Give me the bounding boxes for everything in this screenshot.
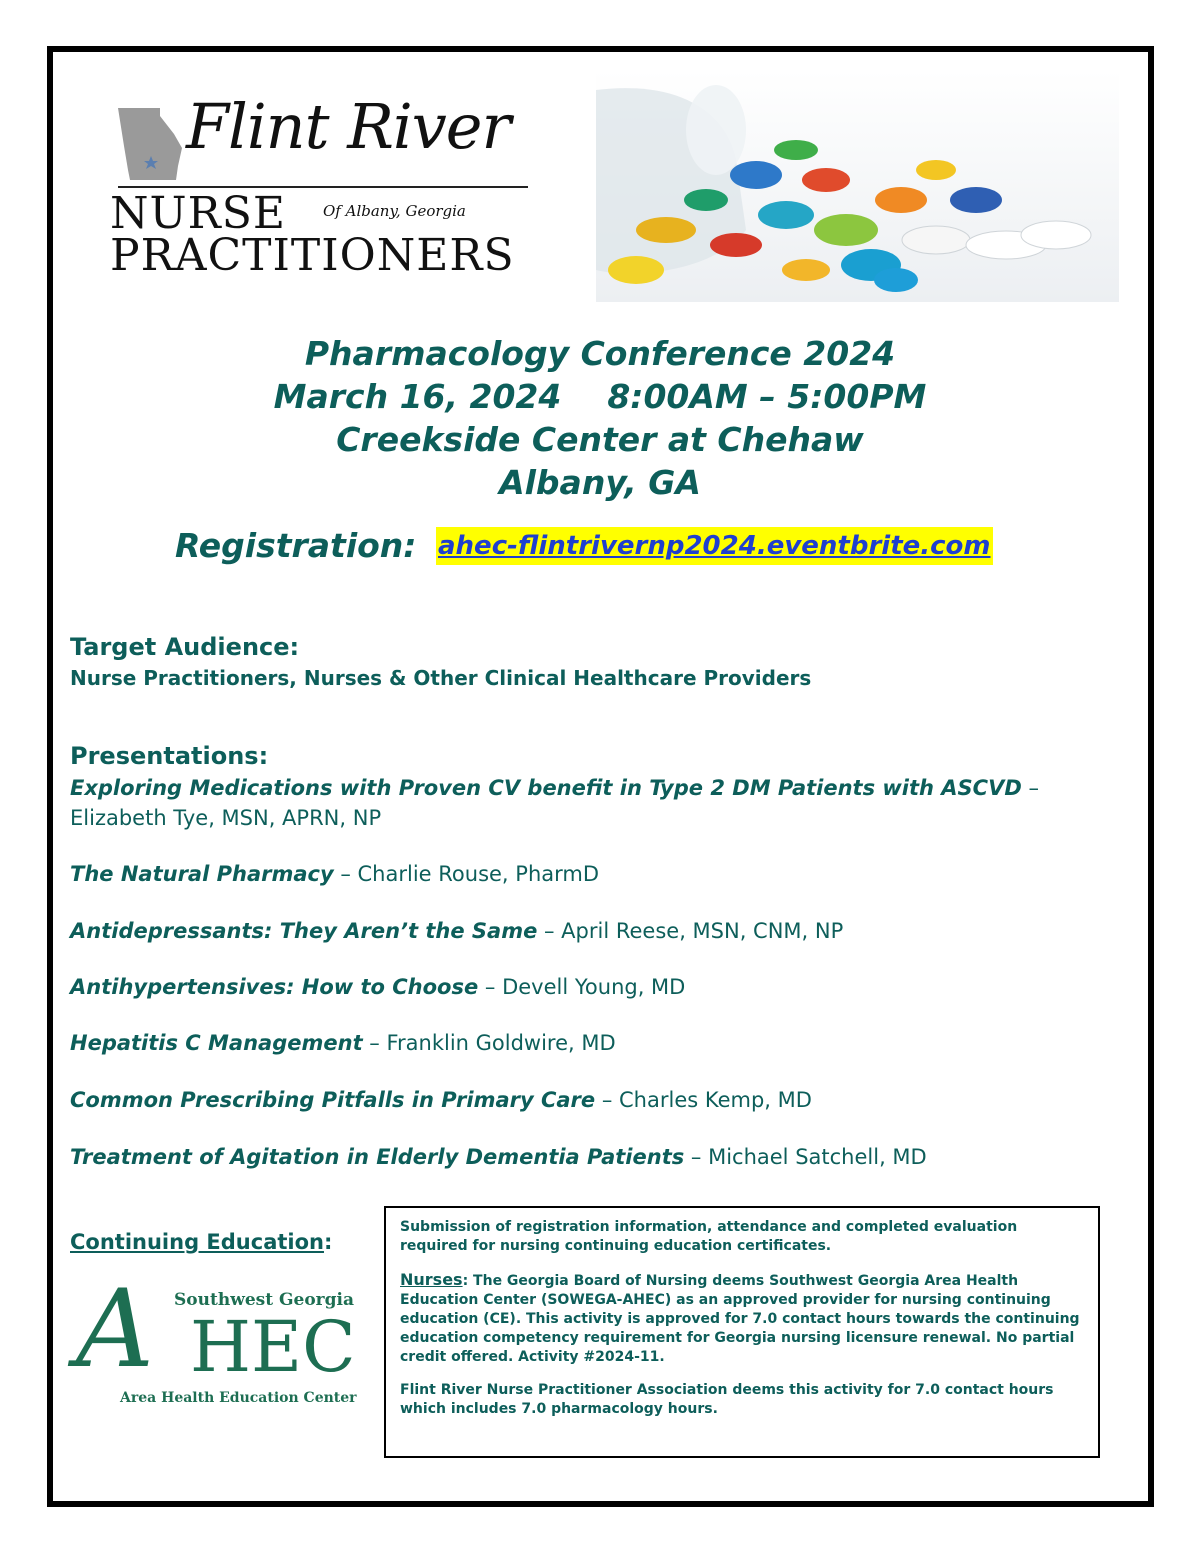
presentation-speaker: – Michael Satchell, MD [684,1145,927,1169]
presentation-item [70,1085,1070,1115]
presentation-item [70,916,1070,946]
presentation-speaker: – Devell Young, MD [478,975,686,999]
conference-title: Pharmacology Conference 2024 [304,334,896,373]
ahec-logo-a: A [76,1267,154,1392]
flint-river-np-logo [108,90,533,280]
presentation-speaker: – Franklin Goldwire, MD [362,1031,616,1055]
conference-date-time: March 16, 2024 8:00AM – 5:00PM [273,377,927,416]
presentation-item [70,1028,1070,1058]
presentation-title: Common Prescribing Pitfalls in Primary Care [70,1088,596,1112]
ce-submission-text: Submission of registration information, attendance and completed evaluation required for nursing continuing education certificates. [400,1219,1018,1254]
registration-label: Registration: [175,526,417,565]
presentation-title: Antidepressants: They Aren’t the Same [70,919,538,943]
presentation-speaker: – Charles Kemp, MD [595,1088,812,1112]
presentation-title: Hepatitis C Management [70,1031,363,1055]
ce-info-box [384,1206,1100,1458]
ahec-logo [72,1267,357,1412]
ahec-logo-subtitle: Area Health Education Center [120,1390,357,1406]
presentation-speaker: – April Reese, MSN, CNM, NP [537,919,844,943]
presentation-speaker: – Elizabeth Tye, MSN, APRN, NP [70,776,1039,830]
logo-nurse: NURSE [110,188,286,239]
presentation-item [70,1142,1070,1172]
ce-association-text: Flint River Nurse Practitioner Association deems this activity for 7.0 contact hours which includes 7.0 pharmacology hours. [400,1382,1054,1417]
presentations-heading: Presentations: [70,742,269,770]
target-audience-heading: Target Audience: [70,633,300,661]
nurses-body: : The Georgia Board of Nursing deems Southwest Georgia Area Health Education Center (SOWEGA-AHEC) as an approved provider for nursing continuing education (CE). This activity is approved for 7.0 contact hours towards the continuing education competency requirement for Georgia nursing licensure renewal. No partial credit offered. Activity #2024-11. [400,1273,1080,1365]
conference-venue: Creekside Center at Chehaw [336,420,864,459]
presentation-item [70,773,1070,833]
presentation-speaker: – Charlie Rouse, PharmD [333,862,600,886]
presentation-title: The Natural Pharmacy [70,862,334,886]
logo-of-albany: Of Albany, Georgia [323,202,466,220]
presentation-item [70,859,1070,889]
presentation-title: Exploring Medications with Proven CV benefit in Type 2 DM Patients with ASCVD [70,776,1022,800]
ce-heading-text: Continuing Education [70,1230,324,1254]
continuing-education-heading [70,1230,332,1254]
presentation-title: Antihypertensives: How to Choose [70,975,479,999]
ahec-logo-hec: HEC [190,1306,356,1388]
presentation-title: Treatment of Agitation in Elderly Dementia Patients [70,1145,685,1169]
registration-link[interactable]: ahec-flintrivernp2024.eventbrite.com [436,527,993,565]
registration [175,526,993,565]
presentation-item [70,972,1070,1002]
ce-heading-colon: : [323,1230,333,1254]
nurses-label: Nurses [400,1270,463,1289]
logo-practitioners: PRACTITIONERS [110,230,515,281]
pills-image [596,70,1119,302]
logo-script-text: Flint River [186,90,511,163]
target-audience-text: Nurse Practitioners, Nurses & Other Clinical Healthcare Providers [70,666,812,690]
ce-nurses-text [400,1270,1084,1367]
georgia-map-icon [116,104,196,184]
conference-city: Albany, GA [499,463,701,502]
ahec-logo-region: Southwest Georgia [174,1290,354,1310]
